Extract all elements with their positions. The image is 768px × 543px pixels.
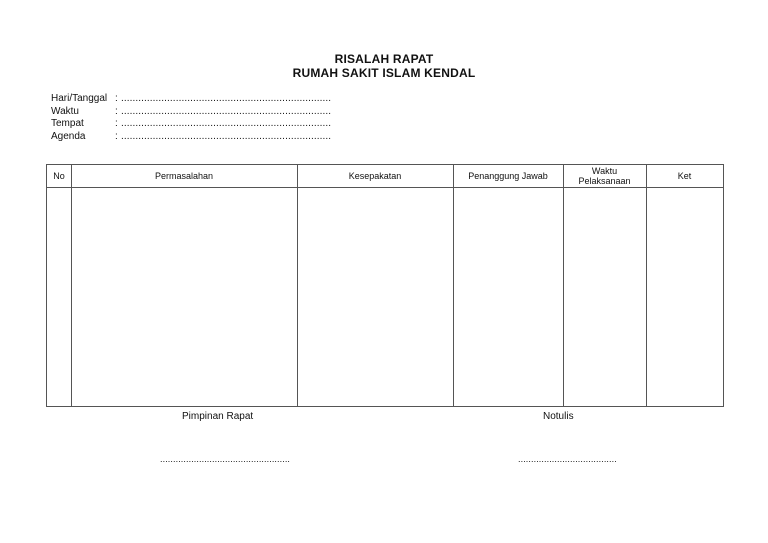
signature-label-pimpinan: Pimpinan Rapat [182, 411, 254, 422]
field-waktu [51, 106, 331, 119]
field-label: Hari/Tanggal [51, 93, 108, 104]
header-waktu-pelaksanaan: Waktu Pelaksanaan [578, 166, 631, 186]
signature-line-notulis: ...................................... [518, 454, 617, 464]
field-label: Waktu [51, 105, 79, 117]
column-divider [563, 165, 564, 406]
field-blank: ......................................................................... [121, 118, 332, 129]
column-divider [646, 165, 647, 406]
field-agenda [51, 131, 331, 144]
header-divider [47, 187, 723, 188]
column-divider [71, 165, 72, 406]
field-blank: ......................................................................... [121, 130, 332, 142]
column-divider [453, 165, 454, 406]
header-penanggung-jawab: Penanggung Jawab [468, 171, 548, 181]
field-colon: : [115, 93, 118, 104]
field-label: Agenda [51, 130, 86, 142]
field-label: Tempat [51, 118, 84, 129]
field-colon: : [115, 130, 118, 142]
field-colon: : [115, 105, 118, 117]
column-divider [297, 165, 298, 406]
meeting-info-fields [51, 93, 331, 143]
field-tempat [51, 118, 331, 131]
signature-line-pimpinan: .................................................. [160, 454, 291, 464]
page-title-line2: RUMAH SAKIT ISLAM KENDAL [292, 66, 476, 80]
header-ket: Ket [677, 171, 692, 181]
field-blank: ......................................................................... [121, 105, 332, 117]
signature-label-notulis: Notulis [543, 411, 574, 422]
field-hari-tanggal [51, 93, 331, 106]
header-permasalahan: Permasalahan [154, 171, 214, 181]
minutes-table [46, 164, 724, 407]
header-kesepakatan: Kesepakatan [348, 171, 402, 181]
page-title-line1: RISALAH RAPAT [334, 52, 434, 66]
field-colon: : [115, 118, 118, 129]
field-blank: ......................................................................... [121, 93, 332, 104]
header-no: No [53, 171, 65, 181]
